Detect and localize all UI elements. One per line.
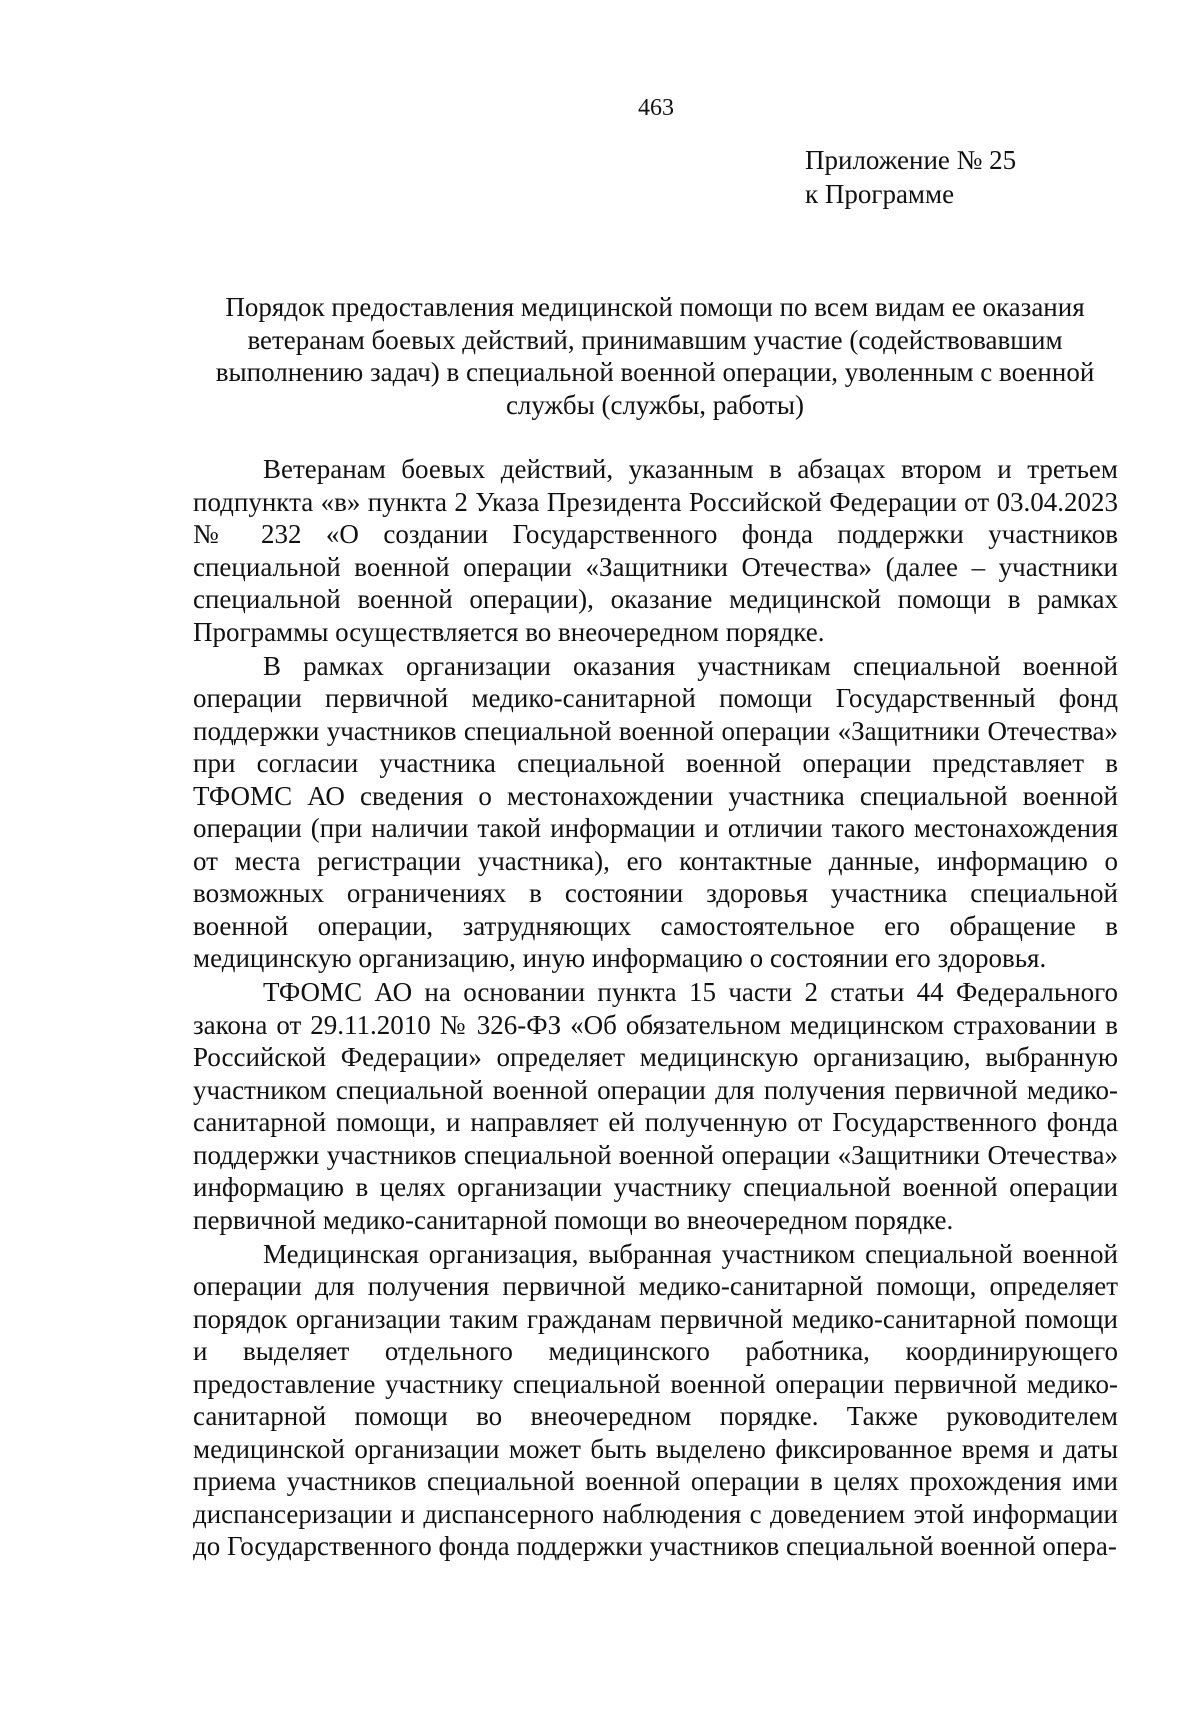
paragraph: Медицинская организация, выбранная участником специальной военной операции для получения первичной медико-санитарной помощи, определяет порядок организации таким гражданам первичной медико-санитарной помощи и выделяет отдельного медицинского работника, координирующего предоставление участнику специальной военной операции первичной медико-санитарной помощи во внеочередном порядке. Также руководителем медицинской организации может быть выделено фиксированное время и даты приема участников специальной военной операции в целях прохождения ими диспансеризации и диспансерного наблюдения с доведением этой информации до Государственного фонда поддержки участников специальной военной опера- — [193, 1238, 1118, 1561]
paragraph: Ветеранам боевых действий, указанным в абзацах втором и третьем подпункта «в» пункта 2 Указа Президента Российской Федерации от 03.04.2023 № 232 «О создании Государственного фонда поддержки участников специальной военной операции «Защитники Отечества» (далее – участники специальной военной операции), оказание медицинской помощи в рамках Программы осуществляется во внеочередном порядке. — [193, 454, 1118, 647]
paragraph: В рамках организации оказания участникам специальной военной операции первичной медико-санитарной помощи Государственный фонд поддержки участников специальной военной операции «Защитники Отечества» при согласии участника специальной военной операции представляет в ТФОМС АО сведения о местонахождении участника специальной военной операции (при наличии такой информации и отличии такого местонахождения от места регистрации участника), его контактные данные, информацию о возможных ограничениях в состоянии здоровья участника специальной военной операции, затрудняющих самостоятельное его обращение в медицинскую организацию, иную информацию о состоянии его здоровья. — [193, 650, 1118, 973]
paragraph: ТФОМС АО на основании пункта 15 части 2 статьи 44 Федерального закона от 29.11.2010 № 326-ФЗ «Об обязательном медицинском страховании в Российской Федерации» определяет медицинскую организацию, выбранную участником специальной военной операции для получения первичной медико-санитарной помощи, и направляет ей полученную от Государственного фонда поддержки участников специальной военной операции «Защитники Отечества» информацию в целях организации участнику специальной военной операции первичной медико-санитарной помощи во внеочередном порядке. — [193, 977, 1118, 1235]
appendix-number: Приложение № 25 — [805, 145, 1017, 175]
appendix-program: к Программе — [805, 179, 955, 209]
document-title: Порядок предоставления медицинской помощи по всем видам ее оказания ветеранам боевых действий, принимавшим участие (содействовавшим выполнению задач) в специальной военной операции, уволенным с военной службы (службы, работы) — [215, 292, 1095, 420]
page-number: 463 — [638, 95, 674, 121]
document-body — [193, 453, 1118, 1564]
appendix-reference — [805, 143, 1016, 211]
